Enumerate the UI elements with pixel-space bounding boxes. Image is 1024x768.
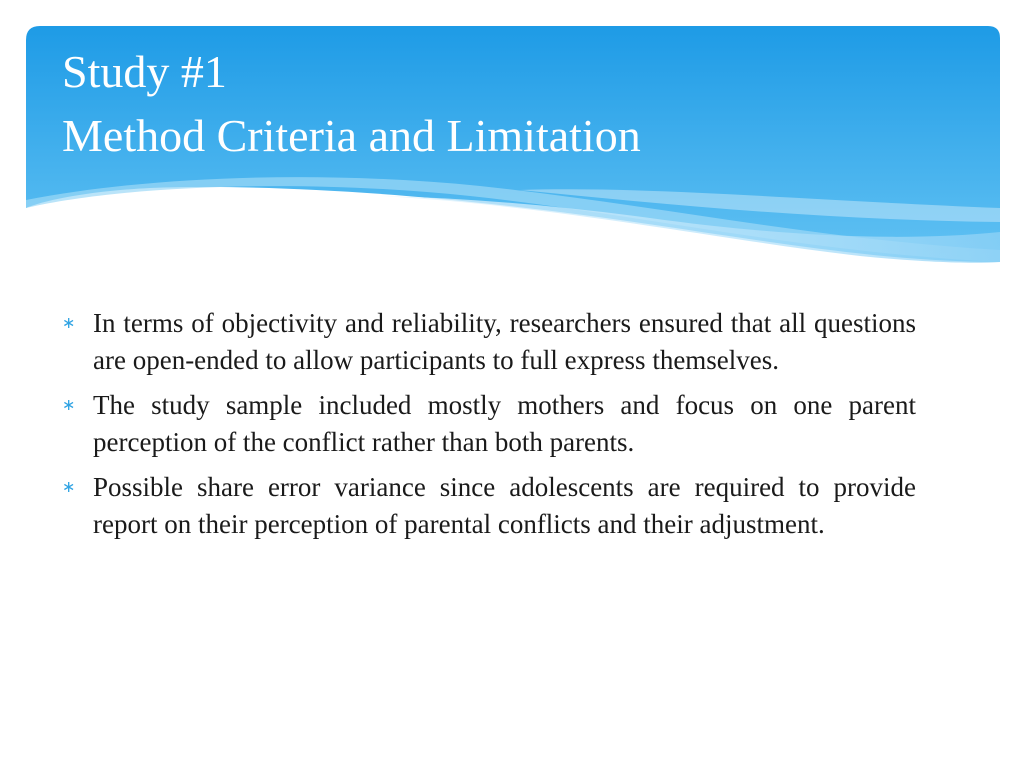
bullet-item xyxy=(62,469,916,543)
slide-body xyxy=(62,305,916,551)
asterisk-bullet-icon: ∗ xyxy=(62,477,76,496)
bullet-text: In terms of objectivity and reliability, researchers ensured that all questions are open-ended to allow participants to full express themselves. xyxy=(93,308,916,375)
slide-title xyxy=(62,40,641,168)
title-line-2: Method Criteria and Limitation xyxy=(62,110,641,161)
bullet-list xyxy=(62,305,916,543)
bullet-item xyxy=(62,305,916,379)
bullet-item xyxy=(62,387,916,461)
bullet-text: Possible share error variance since adolescents are required to provide report on their perception of parental conflicts and their adjustment. xyxy=(93,472,916,539)
asterisk-bullet-icon: ∗ xyxy=(62,395,76,414)
title-line-1: Study #1 xyxy=(62,46,227,97)
bullet-text: The study sample included mostly mothers and focus on one parent perception of the conflict rather than both parents. xyxy=(93,390,916,457)
asterisk-bullet-icon: ∗ xyxy=(62,313,76,332)
